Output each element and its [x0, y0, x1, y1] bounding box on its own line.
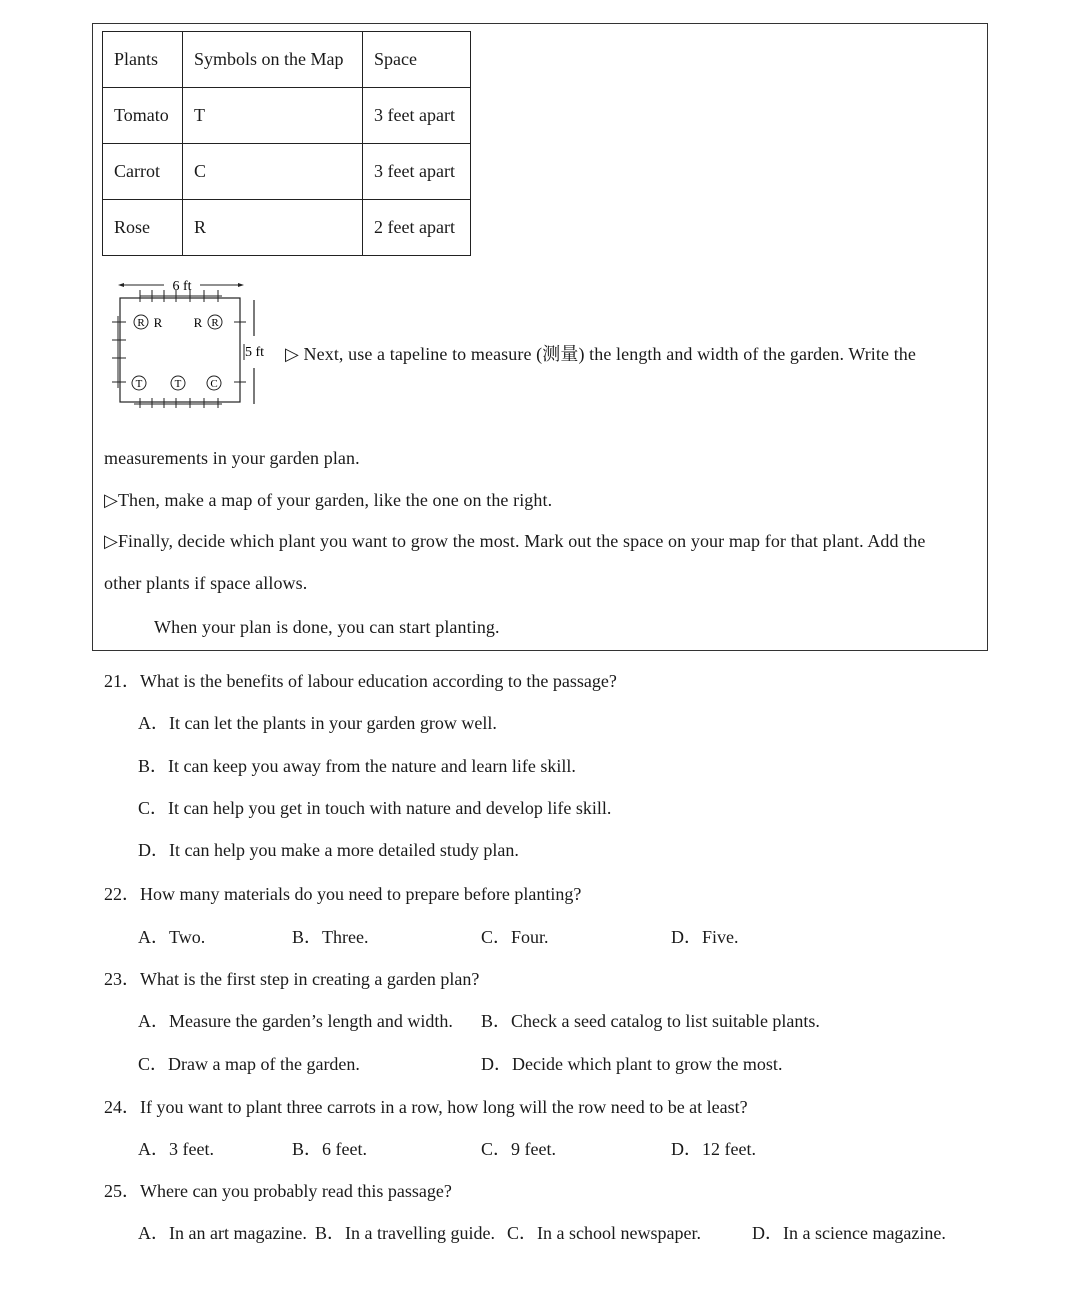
- question-24-option-c[interactable]: C．9 feet.: [481, 1139, 556, 1159]
- question-21-option-b[interactable]: B．It can keep you away from the nature and learn life skill.: [138, 756, 576, 776]
- map-width-label: 6 ft: [172, 279, 192, 294]
- question-21-option-d[interactable]: D．It can help you make a more detailed study plan.: [138, 840, 519, 860]
- table-cell: 2 feet apart: [363, 200, 471, 256]
- table-header-cell: Space: [363, 32, 471, 88]
- question-23-option-b[interactable]: B．Check a seed catalog to list suitable plants.: [481, 1011, 820, 1031]
- arrowhead-icon: [118, 283, 124, 287]
- question-24-option-d[interactable]: D．12 feet.: [671, 1139, 756, 1159]
- table-cell: C: [183, 144, 363, 200]
- arrowhead-icon: [238, 283, 244, 287]
- rose-symbol: R: [193, 315, 203, 330]
- question-25-option-c[interactable]: C．In a school newspaper.: [507, 1223, 701, 1243]
- question-22-option-a[interactable]: A．Two.: [138, 927, 206, 947]
- rose-symbol-circled: [134, 315, 148, 329]
- table-header-cell: Plants: [103, 32, 183, 88]
- question-22-option-c[interactable]: C．Four.: [481, 927, 549, 947]
- question-25-option-d[interactable]: D．In a science magazine.: [752, 1223, 946, 1243]
- question-24-option-a[interactable]: A．3 feet.: [138, 1139, 214, 1159]
- table-cell: Carrot: [103, 144, 183, 200]
- question-24-option-b[interactable]: B．6 feet.: [292, 1139, 367, 1159]
- table-cell: R: [183, 200, 363, 256]
- rose-symbol: R: [153, 315, 163, 330]
- question-22-stem: 22．How many materials do you need to prepare before planting?: [104, 884, 582, 904]
- question-25-option-a[interactable]: A．In an art magazine.: [138, 1223, 307, 1243]
- instruction-done: When your plan is done, you can start planting.: [154, 617, 500, 637]
- table-header-row: [103, 32, 471, 88]
- instruction-finally: ▷Finally, decide which plant you want to grow the most. Mark out the space on your map for that plant. Add the: [104, 531, 926, 551]
- map-height-label: 5 ft: [245, 345, 265, 360]
- table-cell: 3 feet apart: [363, 88, 471, 144]
- bottom-ruler-ticks: [140, 398, 218, 408]
- instruction-next-cont: measurements in your garden plan.: [104, 448, 360, 468]
- tomato-symbol-circled: [171, 376, 185, 390]
- left-ruler-ticks: [112, 322, 126, 382]
- tomato-symbol-circled: [132, 376, 146, 390]
- table-cell: 3 feet apart: [363, 144, 471, 200]
- question-21-option-a[interactable]: A．It can let the plants in your garden grow well.: [138, 713, 497, 733]
- table-row: [103, 88, 471, 144]
- svg-text:T: T: [135, 378, 143, 390]
- instruction-next: ▷ Next, use a tapeline to measure (测量) the length and width of the garden. Write the: [285, 344, 916, 364]
- table-header-cell: Symbols on the Map: [183, 32, 363, 88]
- question-23-option-c[interactable]: C．Draw a map of the garden.: [138, 1054, 360, 1074]
- instruction-finally-cont: other plants if space allows.: [104, 573, 308, 593]
- table-cell: Rose: [103, 200, 183, 256]
- question-21-stem: 21．What is the benefits of labour education according to the passage?: [104, 671, 617, 691]
- question-22-option-b[interactable]: B．Three.: [292, 927, 369, 947]
- instruction-then: ▷Then, make a map of your garden, like the one on the right.: [104, 490, 553, 510]
- garden-map: [104, 276, 274, 408]
- svg-text:C: C: [210, 378, 218, 390]
- question-22-option-d[interactable]: D．Five.: [671, 927, 739, 947]
- question-21-option-c[interactable]: C．It can help you get in touch with nature and develop life skill.: [138, 798, 612, 818]
- question-24-stem: 24．If you want to plant three carrots in a row, how long will the row need to be at least?: [104, 1097, 748, 1117]
- question-23-stem: 23．What is the first step in creating a garden plan?: [104, 969, 480, 989]
- svg-text:T: T: [174, 378, 182, 390]
- plants-table: [102, 31, 471, 256]
- svg-text:R: R: [137, 317, 145, 329]
- svg-text:R: R: [211, 317, 219, 329]
- rose-symbol-circled: [208, 315, 222, 329]
- question-23-option-a[interactable]: A．Measure the garden’s length and width.: [138, 1011, 453, 1031]
- table-row: [103, 200, 471, 256]
- question-25-option-b[interactable]: B．In a travelling guide.: [315, 1223, 495, 1243]
- table-cell: Tomato: [103, 88, 183, 144]
- table-row: [103, 144, 471, 200]
- table-cell: T: [183, 88, 363, 144]
- question-23-option-d[interactable]: D．Decide which plant to grow the most.: [481, 1054, 783, 1074]
- carrot-symbol-circled: [207, 376, 221, 390]
- question-25-stem: 25．Where can you probably read this passage?: [104, 1181, 452, 1201]
